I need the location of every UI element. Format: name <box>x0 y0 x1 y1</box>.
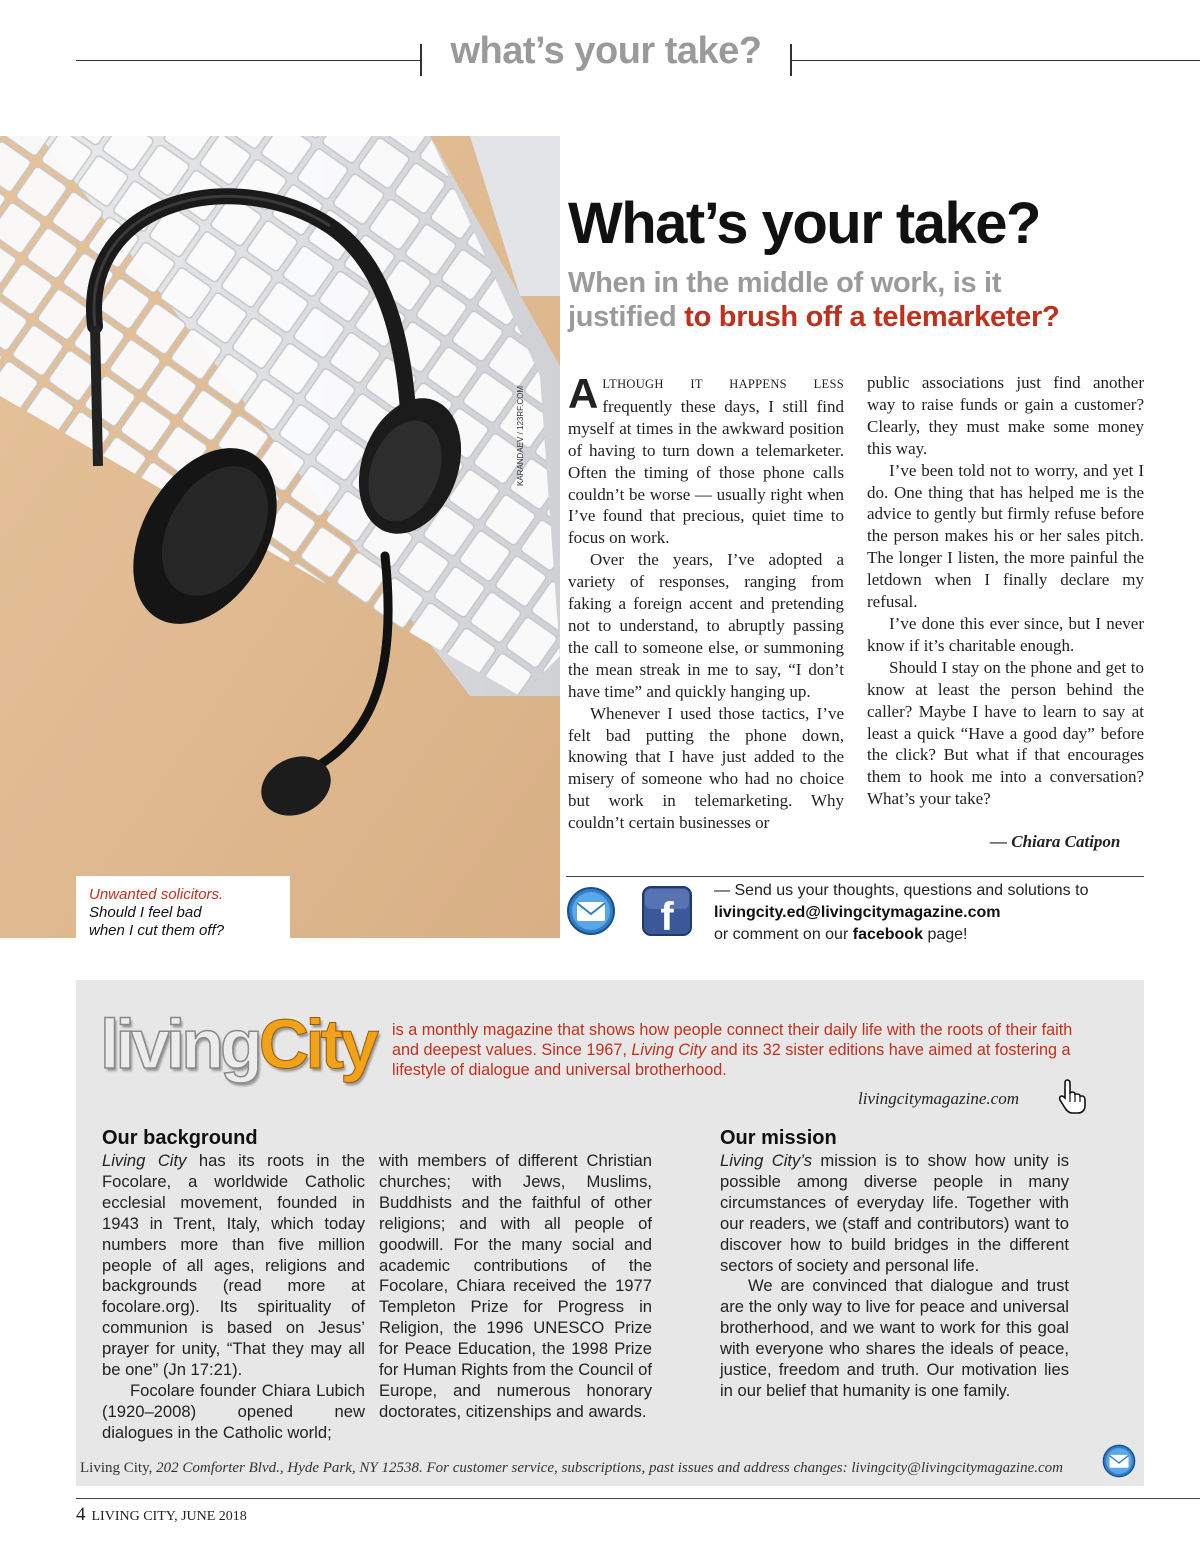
about-intro <box>392 1020 1092 1080</box>
paragraph-2: Over the years, I’ve adopted a variety of responses, ranging from faking a foreign accent and pretending not to understand, to abruptly passing the call to someone else, or summoning the mean streak in me to say, “I don’t have time” and quickly hanging up. <box>568 550 844 701</box>
mission-paragraph-2: We are convinced that dialogue and trust are the only way to live for peace and universal brotherhood, and we want to work for this goal with everyone who shares the ideals of peace, justice, freedom and truth. Our motivation lies in our belief that humanity is one family. <box>720 1276 1069 1400</box>
bg-paragraph-1: has its roots in the Focolare, a worldwide Catholic ecclesial movement, founded in 1943 in Trent, Italy, which today numbers more than five million people of all ages, religions and backgrounds (read more at focolare.org). Its spirituality of communion is based on Jesus’ prayer for unity, “That they may all be one” (Jn 17:21). <box>102 1151 365 1380</box>
contact-email-link[interactable]: livingcity.ed@livingcitymagazine.com <box>714 904 1001 921</box>
article-column-1 <box>568 372 844 834</box>
background-column-2 <box>379 1151 652 1423</box>
photo-caption <box>76 876 290 938</box>
header-tick-left <box>420 44 422 76</box>
bg-paragraph-2: Focolare founder Chiara Lubich (1920–2008) opened new dialogues in the Catholic world; <box>102 1380 365 1442</box>
background-column-1 <box>102 1151 365 1444</box>
drop-cap: A <box>568 370 599 417</box>
header-rule-right <box>792 60 1200 61</box>
mission-column <box>720 1151 1069 1402</box>
page-number: 4 <box>76 1504 86 1525</box>
footer-org: Living City, <box>80 1460 153 1476</box>
footer-rule <box>76 1498 1200 1499</box>
facebook-link[interactable]: facebook <box>852 926 923 943</box>
paragraph-1: frequently these days, I still find myself at times in the awkward position of having to turn down a telemarketer. Often the timing of those phone calls couldn’t be worse — usually right when I’ve found that precious, quiet time to focus on work. <box>568 396 844 548</box>
website-link[interactable]: livingcitymagazine.com <box>858 1089 1019 1108</box>
footer-address <box>80 1460 1063 1477</box>
caption-line-2: Should I feel bad <box>89 904 202 921</box>
caption-line-3: when I cut them off? <box>89 922 225 939</box>
contact-line-1: — Send us your thoughts, questions and solutions to <box>714 882 1089 899</box>
article-column-2 <box>867 372 1144 810</box>
paragraph-5: I’ve been told not to worry, and yet I do. One thing that has helped me is the advice to gently but firmly refuse before the person makes his or her sales pitch. The longer I listen, the more painful the letdown when I finally declare my refusal. <box>867 460 1144 612</box>
lead-caps: LTHOUGH IT HAPPENS LESS <box>602 377 844 391</box>
caption-line-1: Unwanted solicitors. <box>89 886 224 903</box>
intro-text-1: is a monthly magazine that shows how people connect their daily life with the roots of their faith and deepest values. Since 1967, <box>392 1021 1073 1059</box>
paragraph-6: I’ve done this ever since, but I never know if it’s charitable enough. <box>867 613 1144 655</box>
page-footer <box>76 1504 247 1526</box>
hand-pointer-icon[interactable] <box>1058 1078 1086 1114</box>
living-city-logo <box>100 1004 375 1084</box>
mission-italic: Living City’s <box>720 1151 813 1170</box>
byline: — Chiara Catipon <box>990 832 1121 851</box>
subtitle-grey-1: When in the middle of work, is it <box>568 267 1002 299</box>
email-icon[interactable] <box>566 886 616 936</box>
footer-email-icon[interactable] <box>1102 1444 1136 1478</box>
background-heading: Our background <box>102 1127 258 1149</box>
paragraph-3: Whenever I used those tactics, I’ve felt bad putting the phone down, knowing that I have just added to the misery of someone who had no choice but work in telemarketing. Why couldn’t certain businesses or <box>568 703 844 833</box>
contact-line-3-pre: or comment on our <box>714 926 849 943</box>
mission-paragraph-1: mission is to show how unity is possible among diverse people in many circumstances of everyday life. Together with our readers, we (staff and contributors) want to discover how to build bridges in the different sectors of society and personal life. <box>720 1151 1069 1275</box>
intro-italic: Living City <box>631 1041 707 1059</box>
logo-living: living <box>100 1005 259 1083</box>
footer-address-text: 202 Comforter Blvd., Hyde Park, NY 12538. For customer service, subscriptions, past issues and address changes: livingcity@livingcitymagazine.com <box>156 1460 1064 1476</box>
intro-text-2: and its 32 sister editions have aimed at fostering a lifestyle of dialogue and universal brotherhood. <box>392 1041 1071 1079</box>
article-subtitle <box>568 266 1168 334</box>
mission-heading: Our mission <box>720 1127 837 1149</box>
bg-italic: Living City <box>102 1151 187 1170</box>
facebook-icon[interactable] <box>642 886 692 936</box>
subtitle-grey-2: justified <box>568 301 677 333</box>
article-title: What’s your take? <box>568 191 1040 256</box>
contact-line-3-post: page! <box>927 926 968 943</box>
logo-city: City <box>258 1005 376 1083</box>
paragraph-7: Should I stay on the phone and get to know at least the person behind the caller? Maybe I have to learn to say at least a quick “Have a good day” before the click? But what if that encourages them to hook me into a conversation? What’s your take? <box>867 657 1144 809</box>
headset-photo <box>0 136 560 938</box>
bg-paragraph-3: with members of different Christian churches; with Jews, Muslims, Buddhists and the faithful of other religions; and with all people of goodwill. For the many social and academic contributions of the Focolare, Chiara received the 1977 Templeton Prize for Progress in Religion, the 1996 UNESCO Prize for Peace Education, the 1998 Prize for Human Rights from the Council of Europe, and numerous honorary doctorates, citizenships and awards. <box>379 1151 652 1421</box>
paragraph-4: public associations just find another way to raise funds or gain a customer? Clearly, they must make some money this way. <box>867 373 1144 458</box>
svg-text:f: f <box>660 895 674 936</box>
section-title: what’s your take? <box>450 30 762 72</box>
publication-line: LIVING CITY, JUNE 2018 <box>91 1509 247 1524</box>
photo-credit: KARANDAEV / 123RF.COM <box>516 385 525 486</box>
contact-rule <box>566 876 1144 877</box>
contact-text <box>714 880 1088 946</box>
header-rule-left <box>76 60 420 61</box>
subtitle-red: to brush off a telemarketer? <box>684 301 1060 333</box>
